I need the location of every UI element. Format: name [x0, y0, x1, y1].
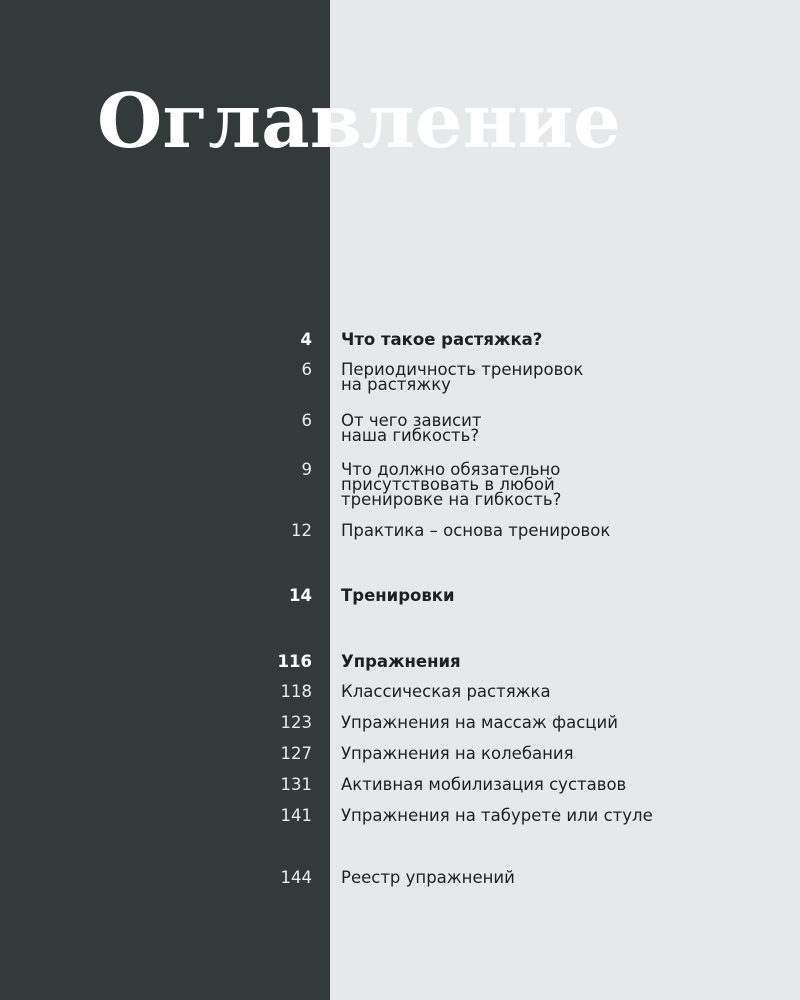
toc-page-number: 131: [280, 775, 312, 794]
page-title: Оглавление: [97, 77, 621, 165]
toc-entry-title: Что такое растяжка?: [341, 330, 543, 349]
toc-page-number: 6: [301, 411, 312, 430]
toc-page-number: 9: [301, 460, 312, 479]
toc-entry-title: Практика – основа тренировок: [341, 521, 611, 540]
toc-entry-title: Упражнения на колебания: [341, 744, 574, 763]
toc-page-number: 116: [277, 652, 312, 671]
toc-entry-title: Активная мобилизация суставов: [341, 775, 627, 794]
toc-page-number: 6: [301, 360, 312, 379]
toc-entry-title: Упражнения на табурете или стуле: [341, 806, 653, 825]
toc-entry-title: От чего зависит наша гибкость?: [341, 411, 482, 445]
toc-page-number: 141: [280, 806, 312, 825]
toc-entry-title: Классическая растяжка: [341, 682, 551, 701]
toc-entry-title: Реестр упражнений: [341, 868, 515, 887]
toc-entry-title: Упражнения: [341, 652, 461, 671]
toc-page-number: 14: [289, 586, 312, 605]
toc-entry-title: Периодичность тренировок на растяжку: [341, 360, 584, 394]
toc-page-number: 144: [280, 868, 312, 887]
toc-page-number: 123: [280, 713, 312, 732]
toc-entry-title: Что должно обязательно присутствовать в любой тренировке на гибкость?: [341, 460, 562, 509]
toc-page-number: 118: [280, 682, 312, 701]
toc-page-number: 127: [280, 744, 312, 763]
toc-entry-title: Упражнения на массаж фасций: [341, 713, 618, 732]
toc-page-number: 12: [291, 521, 312, 540]
toc-entry-title: Тренировки: [341, 586, 455, 605]
toc-page-number: 4: [300, 330, 312, 349]
